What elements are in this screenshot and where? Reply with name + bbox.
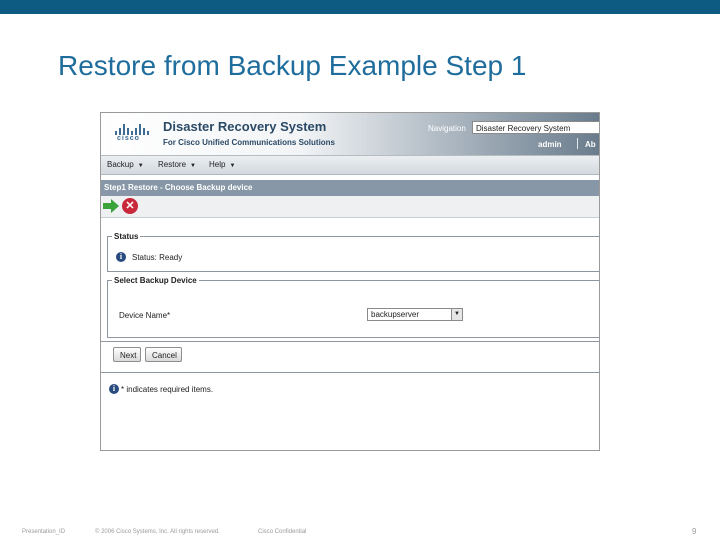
menu-backup-label: Backup — [107, 160, 134, 169]
footer-copyright: © 2006 Cisco Systems, Inc. All rights reserved. — [95, 529, 220, 535]
header-divider — [577, 138, 578, 149]
app-title: Disaster Recovery System — [163, 119, 327, 134]
backup-device-legend: Select Backup Device — [114, 276, 197, 285]
status-legend: Status — [114, 232, 139, 241]
chevron-down-icon: ▼ — [229, 163, 236, 169]
app-header — [101, 113, 599, 156]
device-name-label: Device Name* — [119, 311, 171, 320]
menu-bar — [101, 156, 599, 175]
chevron-down-icon: ▼ — [190, 163, 196, 169]
app-subtitle: For Cisco Unified Communications Solutions — [163, 138, 336, 147]
menu-backup[interactable] — [107, 160, 144, 169]
cancel-button[interactable]: Cancel — [145, 347, 182, 362]
status-section — [107, 232, 600, 272]
slide-title: Restore from Backup Example Step 1 — [58, 50, 527, 81]
menu-help[interactable] — [209, 160, 235, 169]
app-screenshot — [100, 112, 600, 451]
cisco-logo-text: cisco — [117, 135, 140, 142]
required-note: * indicates required items. — [121, 385, 214, 394]
menu-restore[interactable] — [158, 160, 196, 169]
page-header — [101, 180, 599, 196]
cancel-icon[interactable]: ✕ — [122, 198, 138, 214]
footer-page-number: 9 — [692, 527, 697, 536]
footer-presentation-id: Presentation_ID — [22, 529, 66, 535]
backup-device-section — [107, 276, 600, 338]
header-link-truncated[interactable]: Ab — [585, 140, 596, 149]
device-name-select[interactable] — [367, 308, 463, 321]
chevron-down-icon: ▼ — [137, 163, 144, 169]
next-button[interactable]: Next — [113, 347, 141, 362]
cisco-logo — [115, 123, 151, 145]
cisco-logo-icon — [115, 123, 151, 135]
page-header-title: Step1 Restore - Choose Backup device — [104, 183, 253, 192]
toolbar — [101, 196, 599, 218]
navigation-label: Navigation — [428, 124, 466, 133]
menu-restore-label: Restore — [158, 160, 187, 169]
chevron-down-icon[interactable]: ▼ — [451, 309, 462, 320]
info-icon: i — [109, 384, 119, 394]
footer-confidential: Cisco Confidential — [258, 529, 307, 535]
status-text: Status: Ready — [132, 253, 183, 262]
info-icon: i — [116, 252, 126, 262]
device-name-value: backupserver — [371, 310, 420, 319]
user-name: admin — [538, 140, 562, 149]
slide-top-bar — [0, 0, 720, 14]
divider — [101, 341, 599, 342]
menu-help-label: Help — [209, 160, 226, 169]
navigation-select[interactable]: Disaster Recovery System — [472, 121, 599, 134]
green-arrow-icon — [103, 199, 119, 213]
divider — [101, 372, 599, 373]
